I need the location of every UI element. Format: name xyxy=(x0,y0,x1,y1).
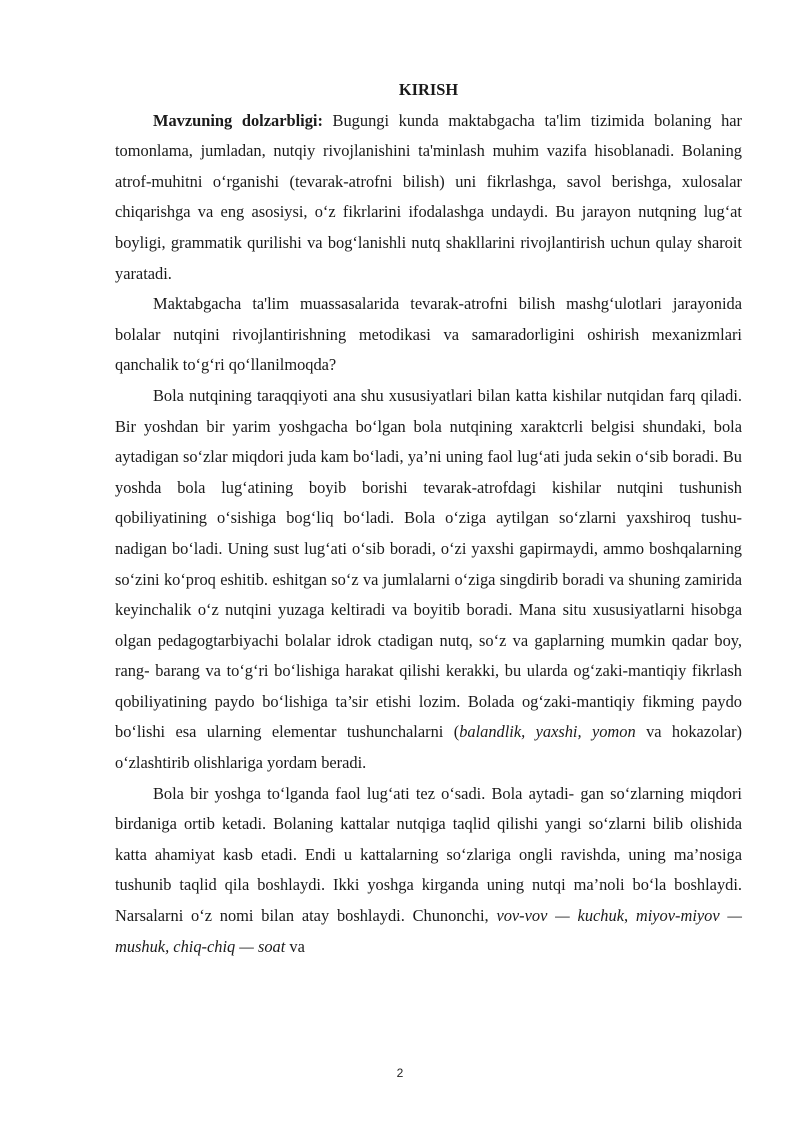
speech-text-2: va hokazolar) oʻzlashtirib olishlariga yordam beradi. xyxy=(115,722,743,773)
section-heading: KIRISH xyxy=(398,80,459,99)
page-number: 2 xyxy=(396,1066,404,1080)
relevance-lead: Mavzuning dolzarbligi: xyxy=(153,110,323,130)
vocab-tail: va xyxy=(285,936,305,956)
paragraph-relevance xyxy=(115,106,742,290)
vocab-example-1: vov-vov — kuchuk xyxy=(496,906,624,926)
document-page xyxy=(115,75,742,962)
speech-text-1: Bola nutqining taraqqiyoti ana shu xususiyatlari bilan katta kishilar nutqidan farq qiladi. Bir yoshdan bir yarim yoshgacha boʻlgan bola nutqining xaraktcrli belgisi shundaki, bola aytadigan soʻzlar miqdori juda kam boʻladi, ya’ni uning faol lugʻati juda sekin oʻsib boradi. Bu yoshda bola lugʻatining boyib borishi tevarak-atrofdagi kishilar nutqini tushunish qobiliyatining oʻsishiga bogʻliq boʻladi. Bola oʻziga aytilgan soʻzlarni yaxshiroq tushu- nadigan boʻladi. Uning sust lugʻati oʻsib boradi, oʻzi yaxshi gapirmaydi, ammo boshqalarning soʻzini koʻproq eshitib. eshitgan soʻz va jumlalarni oʻziga singdirib boradi va shuning zamirida keyinchalik oʻz nutqini yuzaga keltiradi va boyitib boradi. Mana situ xususiyatlarni hisobga olgan pedagogtarbiyachi bolalar idrok ctadigan nutq, soʻz va gaplarning mumkin qadar boy, rang- barang va toʻgʻri boʻlishiga harakat qilishi kerakki, bu ularda ogʻzaki-mantiqiy fikrlash qobiliyatining paydo boʻlishiga ta’sir etishi lozim. Bolada ogʻzaki-mantiqiy fikming paydo boʻlishi esa ularning elementar tushunchalarni ( xyxy=(115,385,742,742)
paragraph-speech-development xyxy=(115,381,742,779)
vocab-text-1: Bola bir yoshga toʻlganda faol lugʻati tez oʻsadi. Bola aytadi- gan soʻzlarning miqdori birdaniga ortib ketadi. Bolaning kattalar nutqiga taqlid qilishi yangi soʻzlarni bilib olishida katta ahamiyat kasb etadi. Endi u kattalarning soʻzlariga ongli ravishda, uning ma’nosiga tushunib taqlid qila boshlaydi. Ikki yoshga kirganda uning nutqi ma’noli boʻla boshlaydi. Narsalarni oʻz nomi bilan atay boshlaydi. Chunonchi, xyxy=(115,783,742,926)
paragraph-vocabulary-growth xyxy=(115,779,742,963)
vocab-example-2: miyov-miyov — mushuk, xyxy=(115,906,742,956)
relevance-text: Bugungi kunda maktabgacha ta'lim tizimida bolaning har tomonlama, jumladan, nutqiy rivojlanishini ta'minlash muhim vazifa hisoblanadi. Bolaning atrof-muhitni oʻrganishi (tevarak-atrofni bilish) uni fikrlashga, savol berishga, xulosalar chiqarishga va eng asosiysi, oʻz fikrlarini ifodalashga undaydi. Bu jarayon nutqning lugʻat boyligi, grammatik qurilishi va bogʻlanishli nutq shakllarini rivojlantirish uchun qulay sharoit yaratadi. xyxy=(115,110,742,283)
paragraph-research-question: Maktabgacha ta'lim muassasalarida tevarak-atrofni bilish mashgʻulotlari jarayonida bolalar nutqini rivojlantirishning metodikasi va samaradorligini oshirish mexanizmlari qanchalik toʻgʻri qoʻllanilmoqda? xyxy=(115,294,742,375)
vocab-sep-1: , xyxy=(623,906,636,926)
vocab-example-3: chiq-chiq — soat xyxy=(173,936,286,956)
speech-italic-examples: balandlik, yaxshi, yomon xyxy=(459,722,636,742)
